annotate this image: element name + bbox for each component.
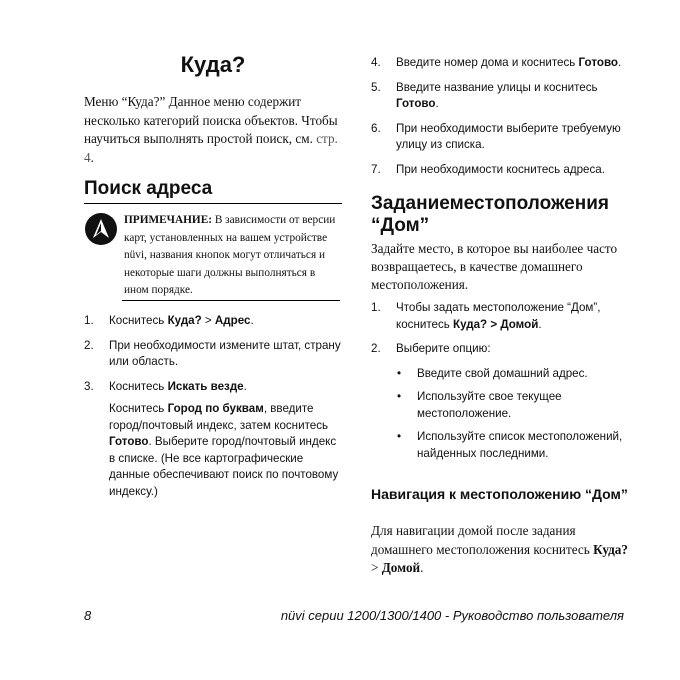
- step-number: 5.: [371, 80, 381, 94]
- button-name: Куда?: [167, 314, 202, 327]
- bullet-text: Введите свой домашний адрес.: [417, 366, 588, 380]
- step-text: .: [435, 97, 439, 110]
- nav-text: Для навигации домой после задания домашнего местоположения коснитесь: [371, 523, 594, 557]
- page-reference-link[interactable]: стр. 4: [84, 131, 338, 165]
- bullet-item: [371, 389, 633, 422]
- button-name: Готово: [578, 56, 618, 69]
- step-text: Введите номер дома и коснитесь: [396, 56, 579, 69]
- bullet-text: Используйте список местоположений, найденных последними.: [417, 430, 623, 460]
- step-number: 1.: [84, 314, 94, 327]
- step-text: При необходимости измените штат, страну или область.: [109, 338, 341, 368]
- step-substep: [109, 401, 342, 500]
- step-number: 1.: [371, 301, 381, 314]
- list-item: [371, 80, 633, 113]
- button-name: Готово: [396, 97, 436, 110]
- address-steps-continued: [371, 55, 633, 186]
- bullet-dot: •: [397, 390, 402, 403]
- button-name: Город по буквам: [167, 402, 264, 415]
- button-name: Куда? > Домой: [453, 317, 539, 331]
- intro-end: .: [90, 149, 94, 165]
- step-text: Введите название улицы и коснитесь: [396, 80, 598, 94]
- bullet-item: [371, 366, 633, 383]
- home-intro-paragraph: Задайте место, в которое вы наиболее часто возвращаетесь, в качестве домашнего местоположения.: [371, 241, 618, 292]
- step-number: 4.: [371, 56, 381, 69]
- button-name: Адрес: [214, 314, 251, 327]
- list-item: [371, 300, 633, 333]
- bullet-dot: •: [397, 430, 402, 443]
- intro-text: Меню “Куда?” Данное меню содержит несколько категорий поиска объектов. Чтобы научиться выполнять простой поиск, см.: [84, 94, 338, 146]
- button-name: Искать везде: [167, 379, 244, 393]
- bullet-dot: •: [397, 366, 402, 380]
- section-heading-address: Поиск адреса: [84, 178, 342, 204]
- subheading-navigate-home: Навигация к местоположению “Дом”: [371, 486, 628, 502]
- list-item: [84, 379, 342, 501]
- step-text: >: [201, 314, 215, 327]
- intro-paragraph: [84, 93, 342, 167]
- note-divider: [122, 300, 340, 301]
- list-item: [84, 338, 342, 371]
- button-name: Куда?: [593, 541, 628, 557]
- button-name: Домой: [381, 560, 421, 575]
- step-text: .: [618, 56, 622, 69]
- note-text: [124, 212, 336, 300]
- step-text: При необходимости коснитесь адреса.: [396, 162, 605, 176]
- step-text: .: [243, 379, 247, 393]
- step-text: , введите город/почтовый индекс, затем коснитесь: [109, 402, 329, 432]
- step-text: Выберите опцию:: [396, 342, 491, 355]
- bullet-text: Используйте свое текущее местоположение.: [417, 390, 562, 420]
- page-title: Куда?: [180, 52, 246, 77]
- step-text: Коснитесь: [109, 379, 168, 393]
- step-number: 7.: [371, 162, 381, 176]
- bullet-item: [371, 429, 633, 462]
- note-label: ПРИМЕЧАНИЕ:: [124, 214, 212, 226]
- step-text: . Выберите город/почтовый индекс в списке. (Не все картографические данные обеспечивают поиск по почтовому индексу.): [109, 435, 339, 498]
- list-item: [371, 162, 633, 179]
- home-steps-list: [371, 300, 633, 469]
- page-number: 8: [84, 608, 92, 623]
- button-name: Готово: [109, 435, 149, 448]
- note-body: В зависимости от версии карт, установленных на вашем устройстве nüvi, названия кнопок могут отличаться и некоторые шаги должны выполняться в ином порядке.: [124, 214, 336, 296]
- step-text: Коснитесь: [109, 402, 168, 415]
- section-heading-home: Заданиеместоположения “Дом”: [371, 193, 609, 236]
- list-item: [371, 121, 633, 154]
- step-text: Чтобы задать местоположение “Дом”, коснитесь: [396, 301, 601, 331]
- list-item: [371, 341, 633, 358]
- list-item: [371, 55, 633, 72]
- step-text: Коснитесь: [109, 314, 168, 327]
- step-number: 2.: [371, 342, 381, 355]
- footer-title: nüvi серии 1200/1300/1400 - Руководство пользователя: [280, 608, 624, 623]
- step-number: 6.: [371, 121, 381, 135]
- address-steps-list: [84, 313, 342, 508]
- step-text: .: [250, 314, 254, 327]
- step-number: 2.: [84, 338, 94, 352]
- nav-text: .: [420, 560, 424, 575]
- step-text: При необходимости выберите требуемую улицу из списка.: [396, 121, 621, 151]
- list-item: [84, 313, 342, 330]
- compass-note-icon: [84, 212, 118, 246]
- step-number: 3.: [84, 379, 94, 393]
- navigate-home-paragraph: [371, 522, 633, 578]
- step-text: .: [538, 317, 542, 331]
- nav-text: >: [371, 560, 382, 575]
